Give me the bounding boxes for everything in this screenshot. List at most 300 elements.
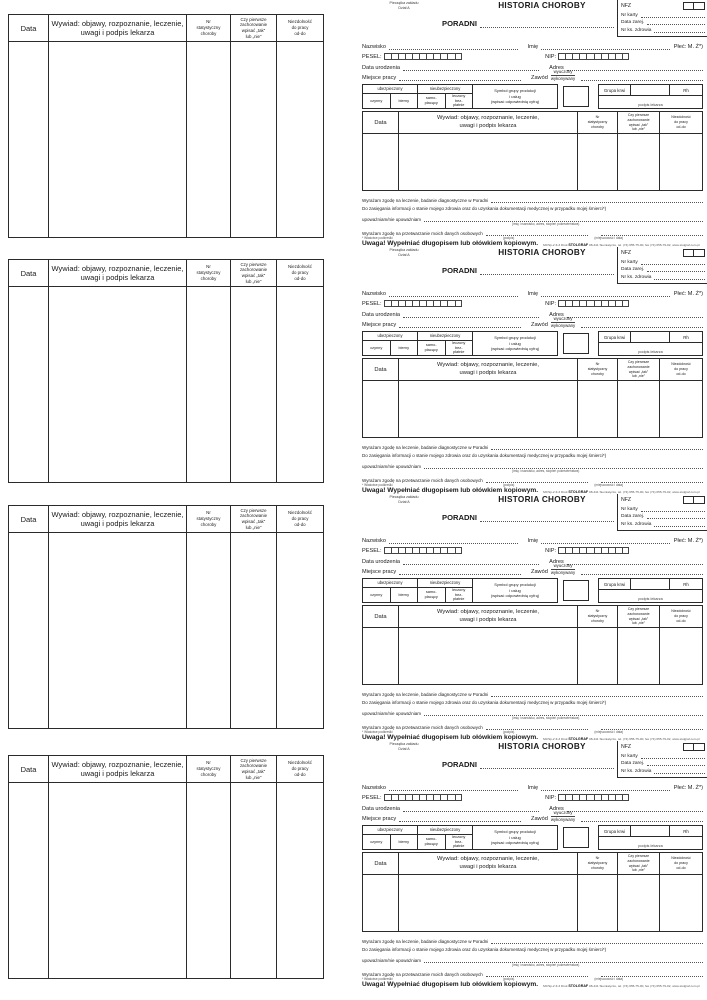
address-input[interactable] [567,804,703,812]
pesel-input-cell[interactable] [412,300,419,307]
data-processing-label: Wyrażam zgodę na przetwarzanie moich danych osobowych [362,724,483,730]
nip-input-cell[interactable] [558,53,565,60]
pesel-input[interactable] [384,300,462,307]
option-self-paying[interactable] [418,94,446,108]
stamp-line2: Dział A [398,253,410,258]
pesel-input-cell[interactable] [419,794,426,801]
profession-input[interactable] [581,567,703,575]
chart-first-l2: zachorowanie [627,364,650,369]
nip-input-cell[interactable] [565,300,572,307]
nfz-cell[interactable] [683,2,694,10]
chart-first-l4: lub „nie” [632,621,645,626]
cell-incapacity[interactable] [277,783,323,978]
chart-first-l2: zachorowanie [627,858,650,863]
cell-first-illness[interactable] [231,42,277,237]
symbol-l3: (wpisać odpowiednią cyfrą) [490,840,540,846]
chart-cell-incapacity[interactable] [660,875,702,931]
health-book-label: Nr ks. zdrowia [621,768,652,774]
nip-label: NIP: [545,54,557,60]
profession-label: Zawód [531,322,548,328]
pesel-input[interactable] [384,53,462,60]
chart-cell-stat[interactable] [578,875,618,931]
nfz-cell[interactable] [683,496,694,504]
blood-group-input[interactable] [631,579,670,589]
pesel-input-cell[interactable] [398,300,405,307]
pesel-input-cell[interactable] [440,547,447,554]
nip-input-cell[interactable] [579,300,586,307]
pesel-input-cell[interactable] [384,300,391,307]
nfz-cell[interactable] [683,249,694,257]
nfz-cell[interactable] [694,496,705,504]
health-book-input[interactable] [654,274,705,280]
chart-cell-stat[interactable] [578,134,618,190]
pesel-input-cell[interactable] [391,794,398,801]
option-self-paying[interactable] [418,835,446,849]
health-book-label: Nr ks. zdrowia [621,274,652,280]
nip-input-cell[interactable] [565,547,572,554]
chart-interview-l2: uwagi i podpis lekarza [459,369,517,376]
consent-treatment-label: Wyrażam zgodę na leczenie, badanie diagnostyczne w Poradni [362,692,489,698]
chart-col-date: Data [363,359,399,380]
chart-cell-stat[interactable] [578,628,618,684]
pesel-input-cell[interactable] [433,300,440,307]
production-group-input[interactable] [563,333,589,354]
col-header-date: Data [9,756,49,782]
reg-date-input[interactable] [647,19,705,25]
chart-cell-interview[interactable] [399,134,578,190]
chart-cell-date[interactable] [363,875,399,931]
surname-input[interactable] [389,536,518,544]
workplace-input[interactable] [399,567,521,575]
pesel-input-cell[interactable] [398,547,405,554]
nip-input-cell[interactable] [615,547,622,554]
cell-first-illness[interactable] [231,533,277,728]
pesel-input-cell[interactable] [433,794,440,801]
consent-section [362,937,703,983]
nip-input-cell[interactable] [586,547,593,554]
card-number-input[interactable] [641,259,705,265]
option-passive[interactable]: bierny [391,588,419,602]
blood-group-label: Grupa krwi [599,332,631,342]
stat-l3: choroby [200,521,217,527]
first-name-label: Imię [527,290,539,297]
stat-l3: choroby [200,275,217,281]
nip-input-cell[interactable] [579,53,586,60]
chart-stat-l1: Nr [595,115,600,120]
chart-cell-interview[interactable] [399,381,578,437]
nip-input-cell[interactable] [572,794,579,801]
production-group-input[interactable] [563,580,589,601]
nip-input-cell[interactable] [558,794,565,801]
blood-group-box [598,825,703,850]
card-number-input[interactable] [641,12,705,18]
workplace-input[interactable] [399,320,521,328]
consent-section [362,196,703,242]
consent-treatment-row [362,196,703,203]
insurance-status-table [362,331,558,356]
option-self-paying[interactable] [418,588,446,602]
authorize-label[interactable]: upoważniam/nie upoważniam [362,217,422,223]
symbol-l3: (wpisać odpowiednią cyfrą) [490,346,540,352]
cell-first-illness[interactable] [231,783,277,978]
nfz-box [617,494,707,531]
address-input[interactable] [567,557,703,565]
card-number-row [621,10,705,18]
pesel-input[interactable] [384,547,462,554]
chart-first-l2: zachorowanie [627,117,650,122]
first-l3: wpisać „tak” [241,519,266,524]
pesel-input-cell[interactable] [447,547,454,554]
nip-input-cell[interactable] [586,300,593,307]
authorize-label[interactable]: upoważniam/nie upoważniam [362,958,422,964]
pesel-input-cell[interactable] [412,794,419,801]
surname-input[interactable] [389,42,518,50]
chart-col-incapacity [660,112,702,133]
sex-selector[interactable]: Płeć: M. Ż*) [673,290,704,297]
chart-col-incapacity [660,853,702,874]
chart-cell-date[interactable] [363,134,399,190]
data-processing-signature-input[interactable] [486,971,588,977]
authorize-label[interactable]: upoważniam/nie upoważniam [362,711,422,717]
pesel-input-cell[interactable] [455,547,462,554]
card-number-input[interactable] [641,753,705,759]
pesel-input-cell[interactable] [384,794,391,801]
symbol-l1: Symbol grupy produkcji [494,335,536,341]
stamp-line1: Pieczątka zakładu [389,1,419,5]
pesel-input-cell[interactable] [426,53,433,60]
nip-input-cell[interactable] [586,53,593,60]
chart-cell-date[interactable] [363,381,399,437]
health-book-row [621,766,705,774]
nip-input-cell[interactable] [594,547,601,554]
nfz-label: NFZ [621,249,632,256]
authorize-caption: (imię i nazwisko, adres, stopień pokrewieństwa) [512,716,580,721]
nip-input-cell[interactable] [572,300,579,307]
option-active[interactable]: czynny [363,94,391,108]
pesel-input-cell[interactable] [391,53,398,60]
pesel-input-cell[interactable] [426,300,433,307]
first-name-input[interactable] [541,289,670,297]
nfz-cell[interactable] [694,249,705,257]
authorize-label[interactable]: upoważniam/nie upoważniam [362,464,422,470]
nfz-row [621,1,705,10]
clinic-name-input[interactable] [480,267,614,275]
incap-l2: do pracy [291,25,309,31]
blood-group-input[interactable] [631,85,670,95]
chart-cell-incapacity[interactable] [660,381,702,437]
reg-date-input[interactable] [647,513,705,519]
nfz-code-input[interactable] [683,2,705,10]
first-l4: lub „nie” [245,33,262,39]
cell-stat-number[interactable] [187,287,231,482]
nip-input-cell[interactable] [615,794,622,801]
nip-input-cell[interactable] [579,547,586,554]
cell-stat-number[interactable] [187,42,231,237]
pesel-input-cell[interactable] [391,547,398,554]
cell-stat-number[interactable] [187,533,231,728]
chart-cell-interview[interactable] [399,875,578,931]
pesel-input-cell[interactable] [384,547,391,554]
option-free-treatment[interactable] [446,588,473,602]
nip-input-cell[interactable] [565,794,572,801]
nip-input[interactable] [558,547,629,554]
nip-input[interactable] [558,794,629,801]
consent-treatment-input[interactable] [491,691,703,697]
pesel-input-cell[interactable] [440,53,447,60]
production-group-input[interactable] [563,86,589,107]
option-passive[interactable]: bierny [391,835,419,849]
cell-incapacity[interactable] [277,533,323,728]
production-group-input[interactable] [563,827,589,848]
data-processing-label: Wyrażam zgodę na przetwarzanie moich danych osobowych [362,477,483,483]
nip-input-cell[interactable] [586,794,593,801]
profession-input[interactable] [581,320,703,328]
incap-l1: Niezdolność [288,264,312,270]
pesel-input-cell[interactable] [433,547,440,554]
chart-col-first-illness [618,359,660,380]
option-active[interactable]: czynny [363,835,391,849]
nip-input-cell[interactable] [622,794,629,801]
option-passive[interactable]: bierny [391,341,419,355]
cell-interview[interactable] [49,783,187,978]
pesel-input[interactable] [384,794,462,801]
surname-input[interactable] [389,289,518,297]
left-panel [0,0,340,1000]
sex-selector[interactable]: Płeć: M. Ż*) [673,43,704,50]
card-number-label: Nr karty [621,506,638,512]
nip-input-cell[interactable] [579,794,586,801]
nip-input-cell[interactable] [608,547,615,554]
history-form-block [358,741,707,988]
cell-interview[interactable] [49,42,187,237]
nfz-code-input[interactable] [683,743,705,751]
chart-cell-first-illness[interactable] [618,134,660,190]
workplace-input[interactable] [399,73,521,81]
chart-first-l3: wpisać „tak” [628,616,649,621]
pesel-row [362,50,703,61]
cell-first-illness[interactable] [231,287,277,482]
birth-date-input[interactable] [403,63,539,71]
pesel-input-cell[interactable] [412,53,419,60]
nfz-cell[interactable] [694,743,705,751]
pesel-input-cell[interactable] [391,300,398,307]
pesel-input-cell[interactable] [398,53,405,60]
cell-interview[interactable] [49,287,187,482]
consent-treatment-input[interactable] [491,197,703,203]
chart-cell-stat[interactable] [578,381,618,437]
chart-interview-l1: Wywiad: objawy, rozpoznanie, leczenie, [437,609,539,616]
nip-input-cell[interactable] [615,53,622,60]
birth-date-input[interactable] [403,804,539,812]
nip-input-cell[interactable] [558,547,565,554]
pesel-row [362,544,703,555]
page-title: HISTORIA CHOROBY [498,742,586,751]
stamp-line2: Dział A [398,6,410,11]
nip-input-cell[interactable] [622,300,629,307]
nip-input-cell[interactable] [594,300,601,307]
pesel-input-cell[interactable] [405,547,412,554]
option-passive[interactable]: bierny [391,94,419,108]
nip-input-cell[interactable] [572,53,579,60]
cell-date[interactable] [9,783,49,978]
option-self-paying[interactable] [418,341,446,355]
option-free-treatment[interactable] [446,341,473,355]
nip-input[interactable] [558,53,629,60]
clinic-name-input[interactable] [480,514,614,522]
card-number-input[interactable] [641,506,705,512]
chart-interview-l1: Wywiad: objawy, rozpoznanie, leczenie, [437,362,539,369]
chart-col-stat [578,359,618,380]
first-l2: zachorowanie [239,513,268,519]
profession-label: Zawód [531,75,548,81]
cell-incapacity[interactable] [277,42,323,237]
symbol-l3: (wpisać odpowiednią cyfrą) [490,593,540,599]
cell-interview[interactable] [49,533,187,728]
birth-date-input[interactable] [403,310,539,318]
workplace-input[interactable] [399,814,521,822]
health-book-input[interactable] [654,27,705,33]
chart-cell-incapacity[interactable] [660,628,702,684]
blood-group-input[interactable] [631,332,670,342]
option-free-treatment[interactable] [446,94,473,108]
nip-input-cell[interactable] [572,547,579,554]
consent-treatment-input[interactable] [491,938,703,944]
col-header-interview [49,506,187,532]
col-header-interview-line1: Wywiad: objawy, rozpoznanie, leczenie, [51,509,184,519]
data-processing-signature-input[interactable] [486,724,588,730]
nip-input-cell[interactable] [601,794,608,801]
footnote-label: * Właściwe podkreślić [362,482,393,487]
option-active[interactable]: czynny [363,341,391,355]
chart-stat-l2: statystyczny [587,367,608,372]
nfz-code-input[interactable] [683,249,705,257]
sex-selector[interactable]: Płeć: M. Ż*) [673,537,704,544]
clinic-name-input[interactable] [480,20,614,28]
pesel-input-cell[interactable] [447,794,454,801]
data-processing-signature-input[interactable] [486,477,588,483]
cell-incapacity[interactable] [277,287,323,482]
chart-cell-first-illness[interactable] [618,875,660,931]
first-name-input[interactable] [541,42,670,50]
chart-col-stat [578,853,618,874]
nfz-label: NFZ [621,743,632,750]
nfz-cell[interactable] [683,743,694,751]
chart-cell-interview[interactable] [399,628,578,684]
surname-input[interactable] [389,783,518,791]
nip-input-cell[interactable] [608,300,615,307]
first-name-input[interactable] [541,536,670,544]
chart-incap-l2: do pracy [674,861,688,866]
sex-selector[interactable]: Płeć: M. Ż*) [673,784,704,791]
pesel-input-cell[interactable] [455,300,462,307]
pesel-input-cell[interactable] [419,53,426,60]
pesel-input-cell[interactable] [440,300,447,307]
pesel-input-cell[interactable] [419,547,426,554]
blood-group-input[interactable] [631,826,670,836]
pesel-input-cell[interactable] [447,300,454,307]
pesel-input-cell[interactable] [405,53,412,60]
pesel-input-cell[interactable] [412,547,419,554]
pesel-input-cell[interactable] [384,53,391,60]
consent-treatment-input[interactable] [491,444,703,450]
pesel-input-cell[interactable] [433,53,440,60]
cell-stat-number[interactable] [187,783,231,978]
pesel-input-cell[interactable] [447,53,454,60]
nip-input-cell[interactable] [558,300,565,307]
address-input[interactable] [567,310,703,318]
nip-input-cell[interactable] [615,300,622,307]
data-processing-signature-input[interactable] [486,230,588,236]
chart-stat-l3: choroby [591,618,604,623]
nip-input-cell[interactable] [601,300,608,307]
option-active[interactable]: czynny [363,588,391,602]
stamp-line2: Dział A [398,500,410,505]
nip-label: NIP: [545,301,557,307]
pesel-input-cell[interactable] [426,794,433,801]
nip-input-cell[interactable] [622,53,629,60]
reg-date-row [621,759,705,767]
nip-input[interactable] [558,300,629,307]
chart-incap-l3: od-do [676,618,686,623]
reg-date-input[interactable] [647,266,705,272]
pesel-input-cell[interactable] [405,794,412,801]
data-processing-label: Wyrażam zgodę na przetwarzanie moich danych osobowych [362,230,483,236]
nip-input-cell[interactable] [594,794,601,801]
nfz-code-input[interactable] [683,496,705,504]
pesel-input-cell[interactable] [440,794,447,801]
rh-label: Rh [683,828,689,834]
chart-first-l1: Czy pierwsze [627,360,650,365]
pesel-input-cell[interactable] [455,53,462,60]
health-book-input[interactable] [654,521,705,527]
nfz-cell[interactable] [694,2,705,10]
nip-input-cell[interactable] [601,547,608,554]
nip-input-cell[interactable] [601,53,608,60]
cell-date[interactable] [9,287,49,482]
reg-date-input[interactable] [647,760,705,766]
authorize-caption: (imię i nazwisko, adres, stopień pokrewieństwa) [512,469,580,474]
nip-input-cell[interactable] [622,547,629,554]
profession-input[interactable] [581,814,703,822]
chart-cell-first-illness[interactable] [618,381,660,437]
chart-cell-first-illness[interactable] [618,628,660,684]
nip-input-cell[interactable] [565,53,572,60]
pesel-input-cell[interactable] [455,794,462,801]
profession-input[interactable] [581,73,703,81]
nip-input-cell[interactable] [608,794,615,801]
birth-date-input[interactable] [403,557,539,565]
health-book-input[interactable] [654,768,705,774]
visit-chart-body [363,875,702,931]
pesel-label: PESEL: [362,54,382,60]
cell-date[interactable] [9,533,49,728]
chart-cell-incapacity[interactable] [660,134,702,190]
cell-date[interactable] [9,42,49,237]
clinic-name-row [442,513,614,522]
pesel-input-cell[interactable] [426,547,433,554]
pesel-input-cell[interactable] [405,300,412,307]
first-name-input[interactable] [541,783,670,791]
pesel-input-cell[interactable] [398,794,405,801]
nip-input-cell[interactable] [594,53,601,60]
nip-input-cell[interactable] [608,53,615,60]
clinic-name-input[interactable] [480,761,614,769]
pesel-input-cell[interactable] [419,300,426,307]
imprint-brand: STOLGRAF [568,737,589,741]
chart-cell-date[interactable] [363,628,399,684]
option-free-treatment[interactable] [446,835,473,849]
address-input[interactable] [567,63,703,71]
